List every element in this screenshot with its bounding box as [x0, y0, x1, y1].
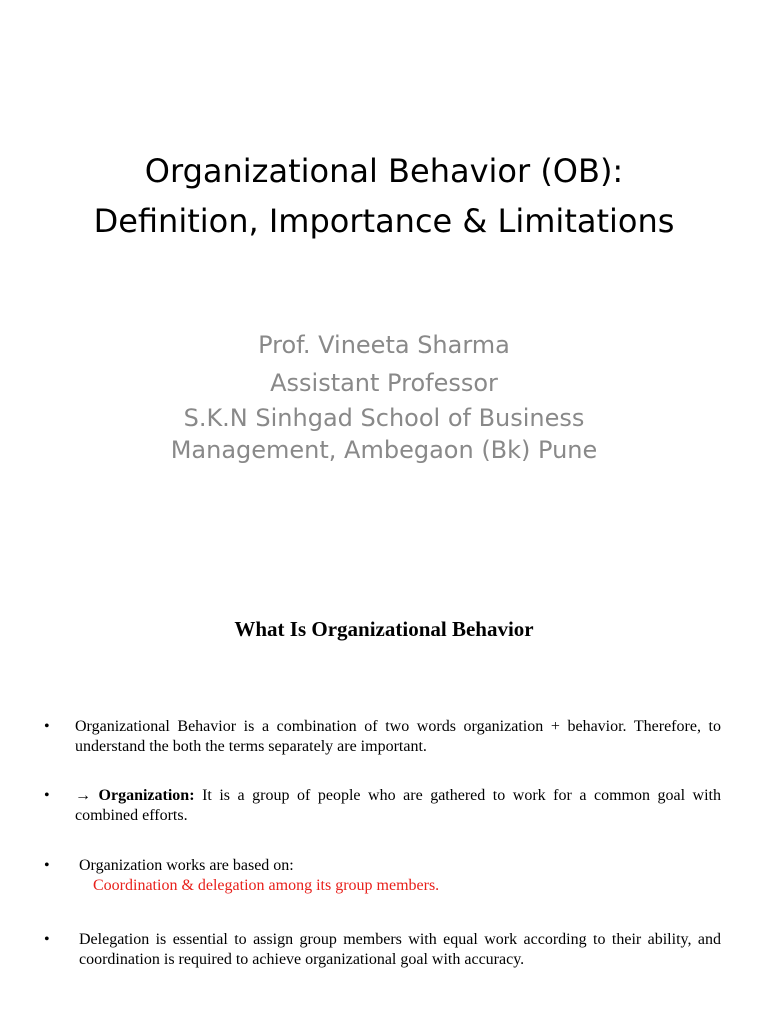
- highlight-text: Coordination & delegation among its group members.: [93, 877, 440, 894]
- bullet-text: Delegation is essential to assign group members with equal work according to their ability, and coordination is required to achieve organizational goal with accuracy.: [79, 931, 721, 968]
- bullet-marker: •: [44, 718, 50, 735]
- institution-line-1: S.K.N Sinhgad School of Business: [183, 404, 585, 432]
- institution-line-2: Management, Ambegaon (Bk) Pune: [170, 436, 598, 464]
- bullet-text: [75, 856, 721, 896]
- term-label: Organization:: [98, 787, 195, 804]
- bullet-marker: •: [44, 787, 50, 804]
- subtitle-block: [0, 326, 768, 466]
- bullet-text: Organizational Behavior is a combination of two words organization + behavior. Therefore, to understand the both the terms separately are important.: [75, 718, 721, 755]
- bullet-text-main: Organization works are based on:: [79, 857, 294, 874]
- term-definition: It is a group of people who are gathered to work for a common goal with combined efforts.: [75, 787, 722, 824]
- bullet-text: [75, 786, 721, 826]
- arrow-icon: →: [75, 787, 91, 804]
- title-line-1: Organizational Behavior (OB):: [144, 152, 624, 190]
- bullet-marker: •: [44, 931, 50, 948]
- author-name: Prof. Vineeta Sharma: [258, 331, 510, 359]
- slide-title: [0, 146, 768, 246]
- bullet-marker: •: [44, 857, 50, 874]
- author-role: Assistant Professor: [270, 369, 498, 397]
- title-line-2: Definition, Importance & Limitations: [93, 202, 675, 240]
- section-heading: What Is Organizational Behavior: [234, 617, 534, 641]
